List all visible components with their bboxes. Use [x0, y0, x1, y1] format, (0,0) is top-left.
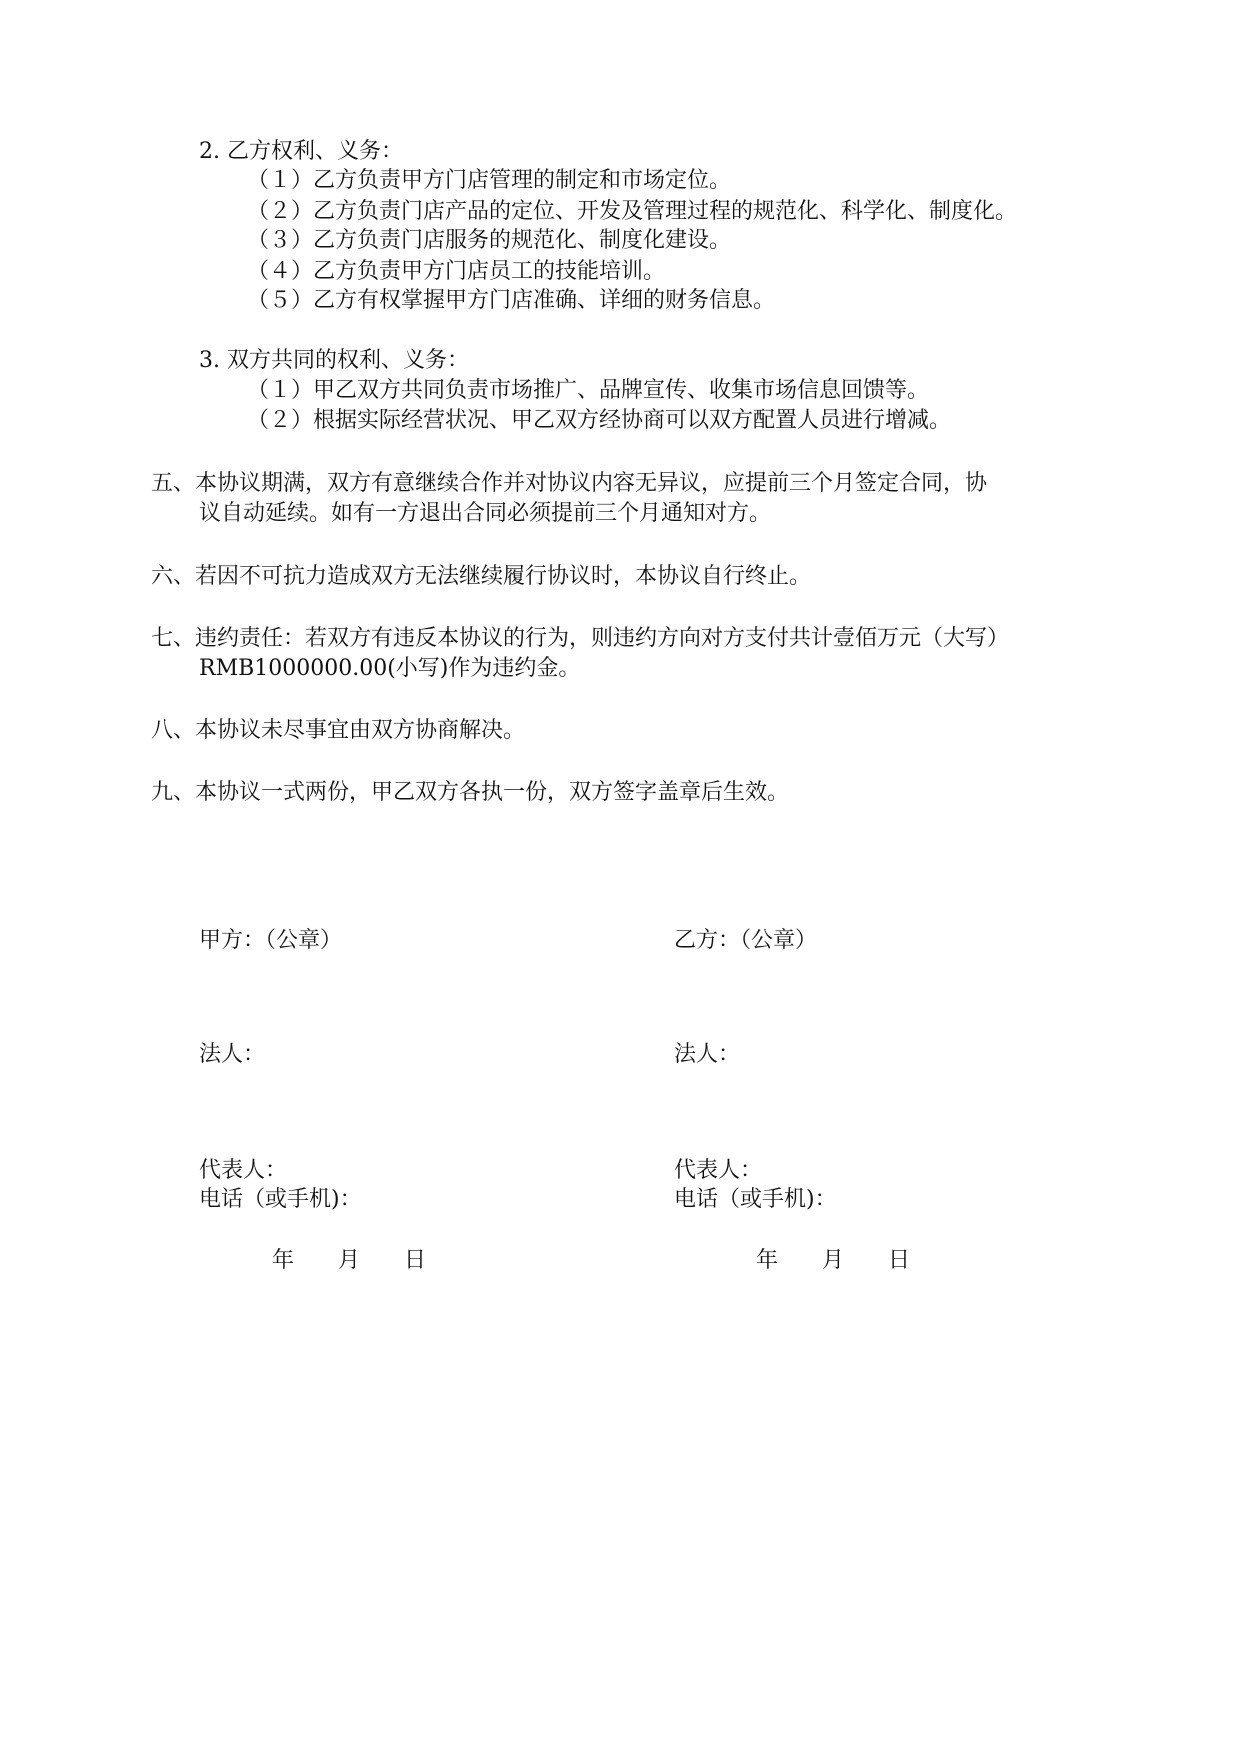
party-a-legal: 法人：: [199, 1042, 266, 1067]
party-b-seal: 乙方：（公章）: [674, 928, 818, 953]
party-a-seal: 甲方：（公章）: [199, 928, 343, 953]
clause-nine: 九、本协议一式两份，甲乙双方各执一份，双方签字盖章后生效。: [151, 780, 790, 805]
section-3-item-2: （２）根据实际经营状况、甲乙双方经协商可以双方配置人员进行增减。: [247, 408, 952, 433]
section-3-heading: 3. 双方共同的权利、义务：: [199, 348, 469, 373]
clause-five-line-1: 五、本协议期满，双方有意继续合作并对协议内容无异议，应提前三个月签定合同，协: [151, 471, 988, 496]
party-b-representative: 代表人：: [674, 1158, 763, 1183]
section-2-item-1: （１）乙方负责甲方门店管理的制定和市场定位。: [247, 168, 732, 193]
clause-eight: 八、本协议未尽事宜由双方协商解决。: [151, 718, 526, 743]
clause-five-line-2: 议自动延续。如有一方退出合同必须提前三个月通知对方。: [199, 501, 772, 526]
section-2-item-3: （３）乙方负责门店服务的规范化、制度化建设。: [247, 228, 732, 253]
party-a-date: 年 月 日: [272, 1248, 427, 1273]
section-2-item-2: （２）乙方负责门店产品的定位、开发及管理过程的规范化、科学化、制度化。: [247, 199, 1018, 224]
section-3-item-1: （１）甲乙双方共同负责市场推广、品牌宣传、收集市场信息回馈等。: [247, 378, 930, 403]
section-2-item-4: （４）乙方负责甲方门店员工的技能培训。: [247, 259, 666, 284]
section-2-item-5: （５）乙方有权掌握甲方门店准确、详细的财务信息。: [247, 288, 776, 313]
section-2-heading: 2. 乙方权利、义务：: [199, 139, 403, 164]
clause-six: 六、若因不可抗力造成双方无法继续履行协议时，本协议自行终止。: [151, 564, 812, 589]
party-a-representative: 代表人：: [199, 1158, 288, 1183]
party-b-legal: 法人：: [674, 1042, 741, 1067]
party-b-phone: 电话（或手机)：: [674, 1187, 837, 1212]
party-b-date: 年 月 日: [756, 1248, 911, 1273]
clause-seven-line-2: RMB1000000.00(小写)作为违约金。: [199, 656, 581, 681]
party-a-phone: 电话（或手机)：: [199, 1187, 362, 1212]
clause-seven-line-1: 七、违约责任：若双方有违反本协议的行为，则违约方向对方支付共计壹佰万元（大写）: [151, 626, 1010, 651]
